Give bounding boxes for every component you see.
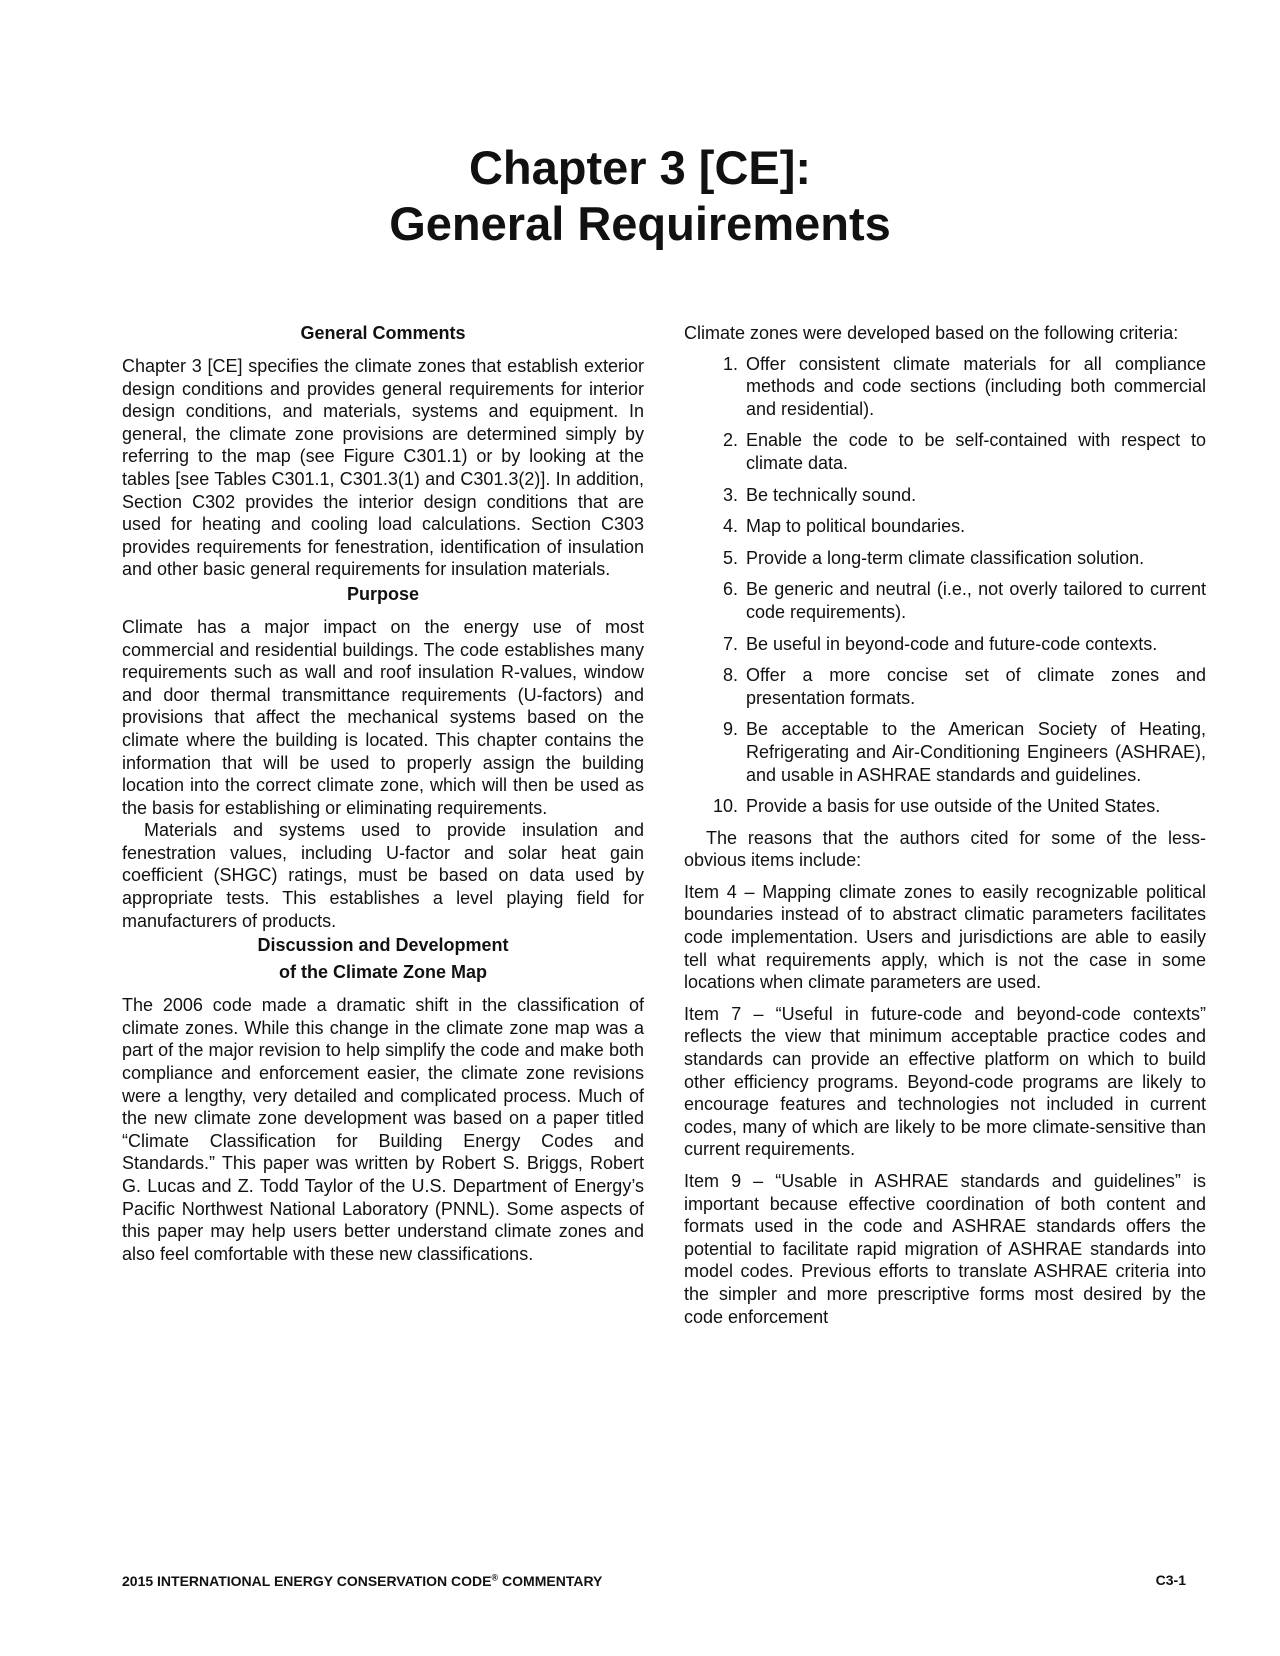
list-item [684,633,1206,656]
item-7-text: Item 7 – “Useful in future-code and beyond-code contexts” reflects the view that minimum acceptable practice codes and standards can provide an effective platform on which to build other efficiency programs. Beyond-code programs are likely to encourage features and technologies not included in current codes, many of which are likely to be more climate-sensitive than current requirements. [684,1003,1206,1160]
footer-title-text: 2015 INTERNATIONAL ENERGY CONSERVATION CODE [122,1572,492,1589]
chapter-title-line1: Chapter 3 [CE]: [468,141,812,194]
list-item-text: Be useful in beyond-code and future-code contexts. [746,633,1158,654]
list-item [684,578,1206,623]
purpose-paragraph-1: Climate has a major impact on the energy use of most commercial and residential buildings. The code establishes many requirements such as wall and roof insulation R-values, window and door thermal transmittance requirements (U-factors) and provisions that affect the mechanical systems based on the climate where the building is located. This chapter contains the information that will be used to properly assign the building location into the correct climate zone, which will then be used as the basis for establishing or eliminating requirements. [122,616,644,818]
list-item-text: Offer a more concise set of climate zones and presentation formats. [746,665,1206,708]
list-item [684,484,1206,507]
list-item [684,515,1206,538]
list-item-number: 4. [722,516,738,537]
discussion-heading-line2: of the Climate Zone Map [278,962,487,983]
chapter-title [0,140,1280,252]
general-comments-text: Chapter 3 [CE] specifies the climate zones that establish exterior design conditions and provides general requirements for interior design conditions, and materials, systems and equipment. In general, the climate zone provisions are determined simply by referring to the map (see Figure C301.1) or by looking at the tables [see Tables C301.1, C301.3(1) and C301.3(2)]. In addition, Section C302 provides the interior design conditions that are used for heating and cooling load calculations. Section C303 provides requirements for fenestration, identification of insulation and other basic general requirements for insulation materials. [122,356,644,580]
item-9-text: Item 9 – “Usable in ASHRAE standards and guidelines” is important because effective coordination of both content and formats used in the code and ASHRAE standards offers the potential to facilitate rapid migration of ASHRAE standards into model codes. Previous efforts to translate ASHRAE criteria into the simpler and more prescriptive forms most desired by the code enforcement [684,1171,1206,1327]
purpose-heading: Purpose [346,583,420,604]
list-item [684,353,1206,421]
list-item-number: 1. [722,353,738,374]
footer-title-suffix: COMMENTARY [498,1572,603,1589]
discussion-heading-line1: Discussion and Development [257,935,509,956]
registered-mark: ® [491,1572,499,1582]
list-item-text: Be technically sound. [746,484,917,505]
list-item [684,718,1206,786]
list-item-text: Be generic and neutral (i.e., not overly tailored to current code requirements). [746,579,1206,622]
criteria-list [684,353,1206,818]
list-item-number: 2. [722,430,738,451]
list-item [684,429,1206,474]
chapter-title-line2: General Requirements [389,197,891,250]
criteria-intro: Climate zones were developed based on the following criteria: [684,323,1179,343]
list-item-number: 6. [722,579,738,600]
list-item-number: 5. [722,547,738,568]
discussion-heading [122,932,644,986]
list-item-text: Map to political boundaries. [746,516,966,537]
right-column [684,322,1206,1328]
list-item-number: 8. [722,665,738,686]
list-item-number: 7. [722,633,738,654]
list-item-text: Provide a basis for use outside of the United States. [746,796,1161,817]
list-item-text: Be acceptable to the American Society of Heating, Refrigerating and Air-Conditioning Engineers (ASHRAE), and usable in ASHRAE standards and guidelines. [746,719,1206,785]
page-number: C3-1 [1155,1572,1186,1588]
purpose-paragraph-2: Materials and systems used to provide insulation and fenestration values, including U-factor and solar heat gain coefficient (SHGC) ratings, must be based on data used by appropriate tests. This establishes a level playing field for manufacturers of products. [122,820,644,931]
discussion-text: The 2006 code made a dramatic shift in the classification of climate zones. While this change in the climate zone map was a part of the major revision to help simplify the code and make both compliance and enforcement easier, the climate zone revisions were a lengthy, very detailed and complicated process. Much of the new climate zone development was based on a paper titled “Climate Classification for Building Energy Codes and Standards.” This paper was written by Robert S. Briggs, Robert G. Lucas and Z. Todd Taylor of the U.S. Department of Energy’s Pacific Northwest National Laboratory (PNNL). Some aspects of this paper may help users better understand climate zones and also feel comfortable with these new classifications. [122,995,644,1264]
page-footer [122,1572,1186,1589]
list-item-number: 9. [722,719,738,740]
list-item [684,795,1206,818]
reasons-intro: The reasons that the authors cited for some of the less-obvious items include: [684,827,1206,871]
footer-publication-title [122,1573,602,1589]
list-item-text: Enable the code to be self-contained with respect to climate data. [746,430,1206,473]
list-item-text: Offer consistent climate materials for all compliance methods and code sections (including both commercial and residential). [746,353,1206,419]
left-column [122,320,644,1265]
list-item-number: 3. [722,484,738,505]
list-item [684,664,1206,709]
item-4-text: Item 4 – Mapping climate zones to easily recognizable political boundaries instead of to abstract climatic parameters facilitates code implementation. Users and jurisdictions are able to easily tell what requirements apply, which is not the case in some locations when climate parameters are used. [684,881,1206,993]
list-item-number: 10. [712,796,738,817]
general-comments-heading: General Comments [300,323,466,343]
list-item [684,547,1206,570]
list-item-text: Provide a long-term climate classification solution. [746,547,1145,568]
